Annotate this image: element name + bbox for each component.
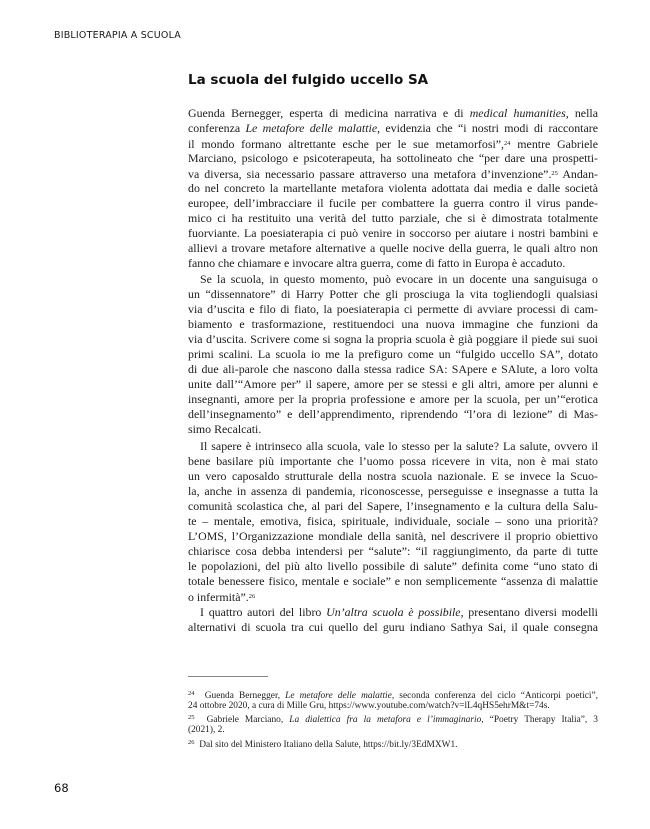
running-head: BIBLIOTERAPIA A SCUOLA — [54, 30, 182, 41]
body-line: va diversa, sia necessario passare attraverso una metafora d’invenzione”.$^{25}$ Andan- — [188, 167, 598, 181]
body-line: totale benessere fisico, mentale e sociale” e non semplicemente “assenza di malattie — [188, 574, 598, 588]
body-line: alternativi di scuola tra cui quello del guru indiano Sathya Sai, il quale consegna — [188, 620, 598, 634]
body-line: bene basilare più importante che l’uomo possa ricevere in vita, non è mai stato — [188, 454, 598, 468]
body-line: unite dall’“Amore per” il sapere, amore per se stessi e gli altri, amore per alunni e — [188, 377, 598, 391]
body-line: dell’insegnamento” e dell’apprendimento, riprendendo “l’ora di lezione” di Mas- — [188, 407, 598, 421]
body-line: europee, dell’imbracciare il fucile per combattere la guerra contro il virus pande- — [188, 196, 598, 210]
footnote-line: $^{25}$ Gabriele Marciano, La dialettica fra la metafora e l’immaginario, “Poetry Therapy Italia”, 3 — [188, 714, 598, 725]
body-line: primi scalini. La scuola io me la prefiguro come un “fulgido uccello SA”, dotato — [188, 347, 598, 361]
body-line: Il sapere è intrinseco alla scuola, vale lo stesso per la salute? La salute, ovvero il — [200, 439, 598, 453]
body-line: allievi a trovare metafore alternative a quelle nocive della guerra, le quali altro non — [188, 241, 598, 255]
body-line: insegnanti, amore per la propria professione e amore per la scuola, per un’“erotica — [188, 392, 598, 406]
body-line: un “dissennatore” di Harry Potter che gli prosciuga la vita togliendogli qualsiasi — [188, 287, 598, 301]
body-line: Se la scuola, in questo momento, può evocare in un docente una sanguisuga o — [200, 272, 598, 286]
body-line: la, anche in assenza di pandemia, riconoscesse, perseguisse e insegnasse a tutta la — [188, 484, 598, 498]
footnote-separator — [188, 676, 268, 677]
body-line: L’OMS, l’Organizzazione mondiale della sanità, nel descrivere il proprio obiettivo — [188, 529, 598, 543]
body-line: via d’uscita. Scrivere come si sogna la propria scuola è già poggiare il piede sui suoi — [188, 332, 598, 346]
body-line: te – mentale, emotiva, fisica, spirituale, individuale, sociale – sono una priorità? — [188, 514, 598, 528]
footnote-line: (2021), 2. — [188, 725, 225, 735]
body-line: fanno che chiamare e invocare altra guerra, come di fatto in Europa è accaduto. — [188, 256, 566, 270]
body-line: Marciano, psicologo e psicoterapeuta, ha sottolineato che “per dare una prospetti- — [188, 151, 598, 165]
footnote-line: $^{24}$ Guenda Bernegger, Le metafore delle malattie, seconda conferenza del ciclo “Anticorpi poetici”, — [188, 690, 598, 701]
body-line: biamento e trasformazione, restituendoci una nuova immagine che funzioni da — [188, 317, 598, 331]
body-line: mico ci ha restituito una verità del tutto parziale, che si è dimostrata totalmente — [188, 211, 598, 225]
body-line: conferenza Le metafore delle malattie, evidenzia che “i nostri modi di raccontare — [188, 121, 598, 135]
footnote-line: $^{26}$ Dal sito del Ministero Italiano della Salute, https://bit.ly/3EdMXW1. — [188, 739, 458, 750]
body-line: fuorviante. La poesiaterapia ci può venire in soccorso per aiutare i nostri bambini e — [188, 226, 598, 240]
body-line: Guenda Bernegger, esperta di medicina narrativa e di medical humanities, nella — [188, 106, 598, 120]
body-line: un vero caposaldo strutturale della nostra scuola nazionale. E se invece la Scuo- — [188, 469, 598, 483]
body-line: I quattro autori del libro Un’altra scuola è possibile, presentano diversi modelli — [200, 605, 598, 619]
body-line: di due ali-parole che nascono dalla stessa radice SA: SApere e SAlute, a loro volta — [188, 362, 598, 376]
body-line: simo Recalcati. — [188, 422, 262, 436]
footnote-line: 24 ottobre 2020, a cura di Mille Gru, https://www.youtube.com/watch?v=lL4qHS5ehrM&t=74s. — [188, 701, 550, 711]
section-title: La scuola del fulgido uccello SA — [188, 72, 429, 88]
body-line: le popolazioni, del più alto livello possibile di salute” definita come “uno stato di — [188, 559, 598, 573]
body-line: via d’uscita e filo di fiato, la poesiaterapia ci permette di avviare processi di cam- — [188, 302, 598, 316]
body-line: chiarisce cosa debba intendersi per “salute”: “il raggiungimento, da parte di tutte — [188, 544, 598, 558]
body-line: o infermità”.$^{26}$ — [188, 590, 256, 604]
body-line: comunità scolastica che, al pari del Sapere, l’insegnamento e la cultura della Salu- — [188, 499, 598, 513]
page-number: 68 — [54, 781, 69, 795]
body-line: do nel concreto la martellante metafora violenta adottata dai media e dalle società — [188, 181, 598, 195]
body-line: il mondo formano altrettante esche per le sue metamorfosi”,$^{24}$ mentre Gabriele — [188, 137, 599, 151]
